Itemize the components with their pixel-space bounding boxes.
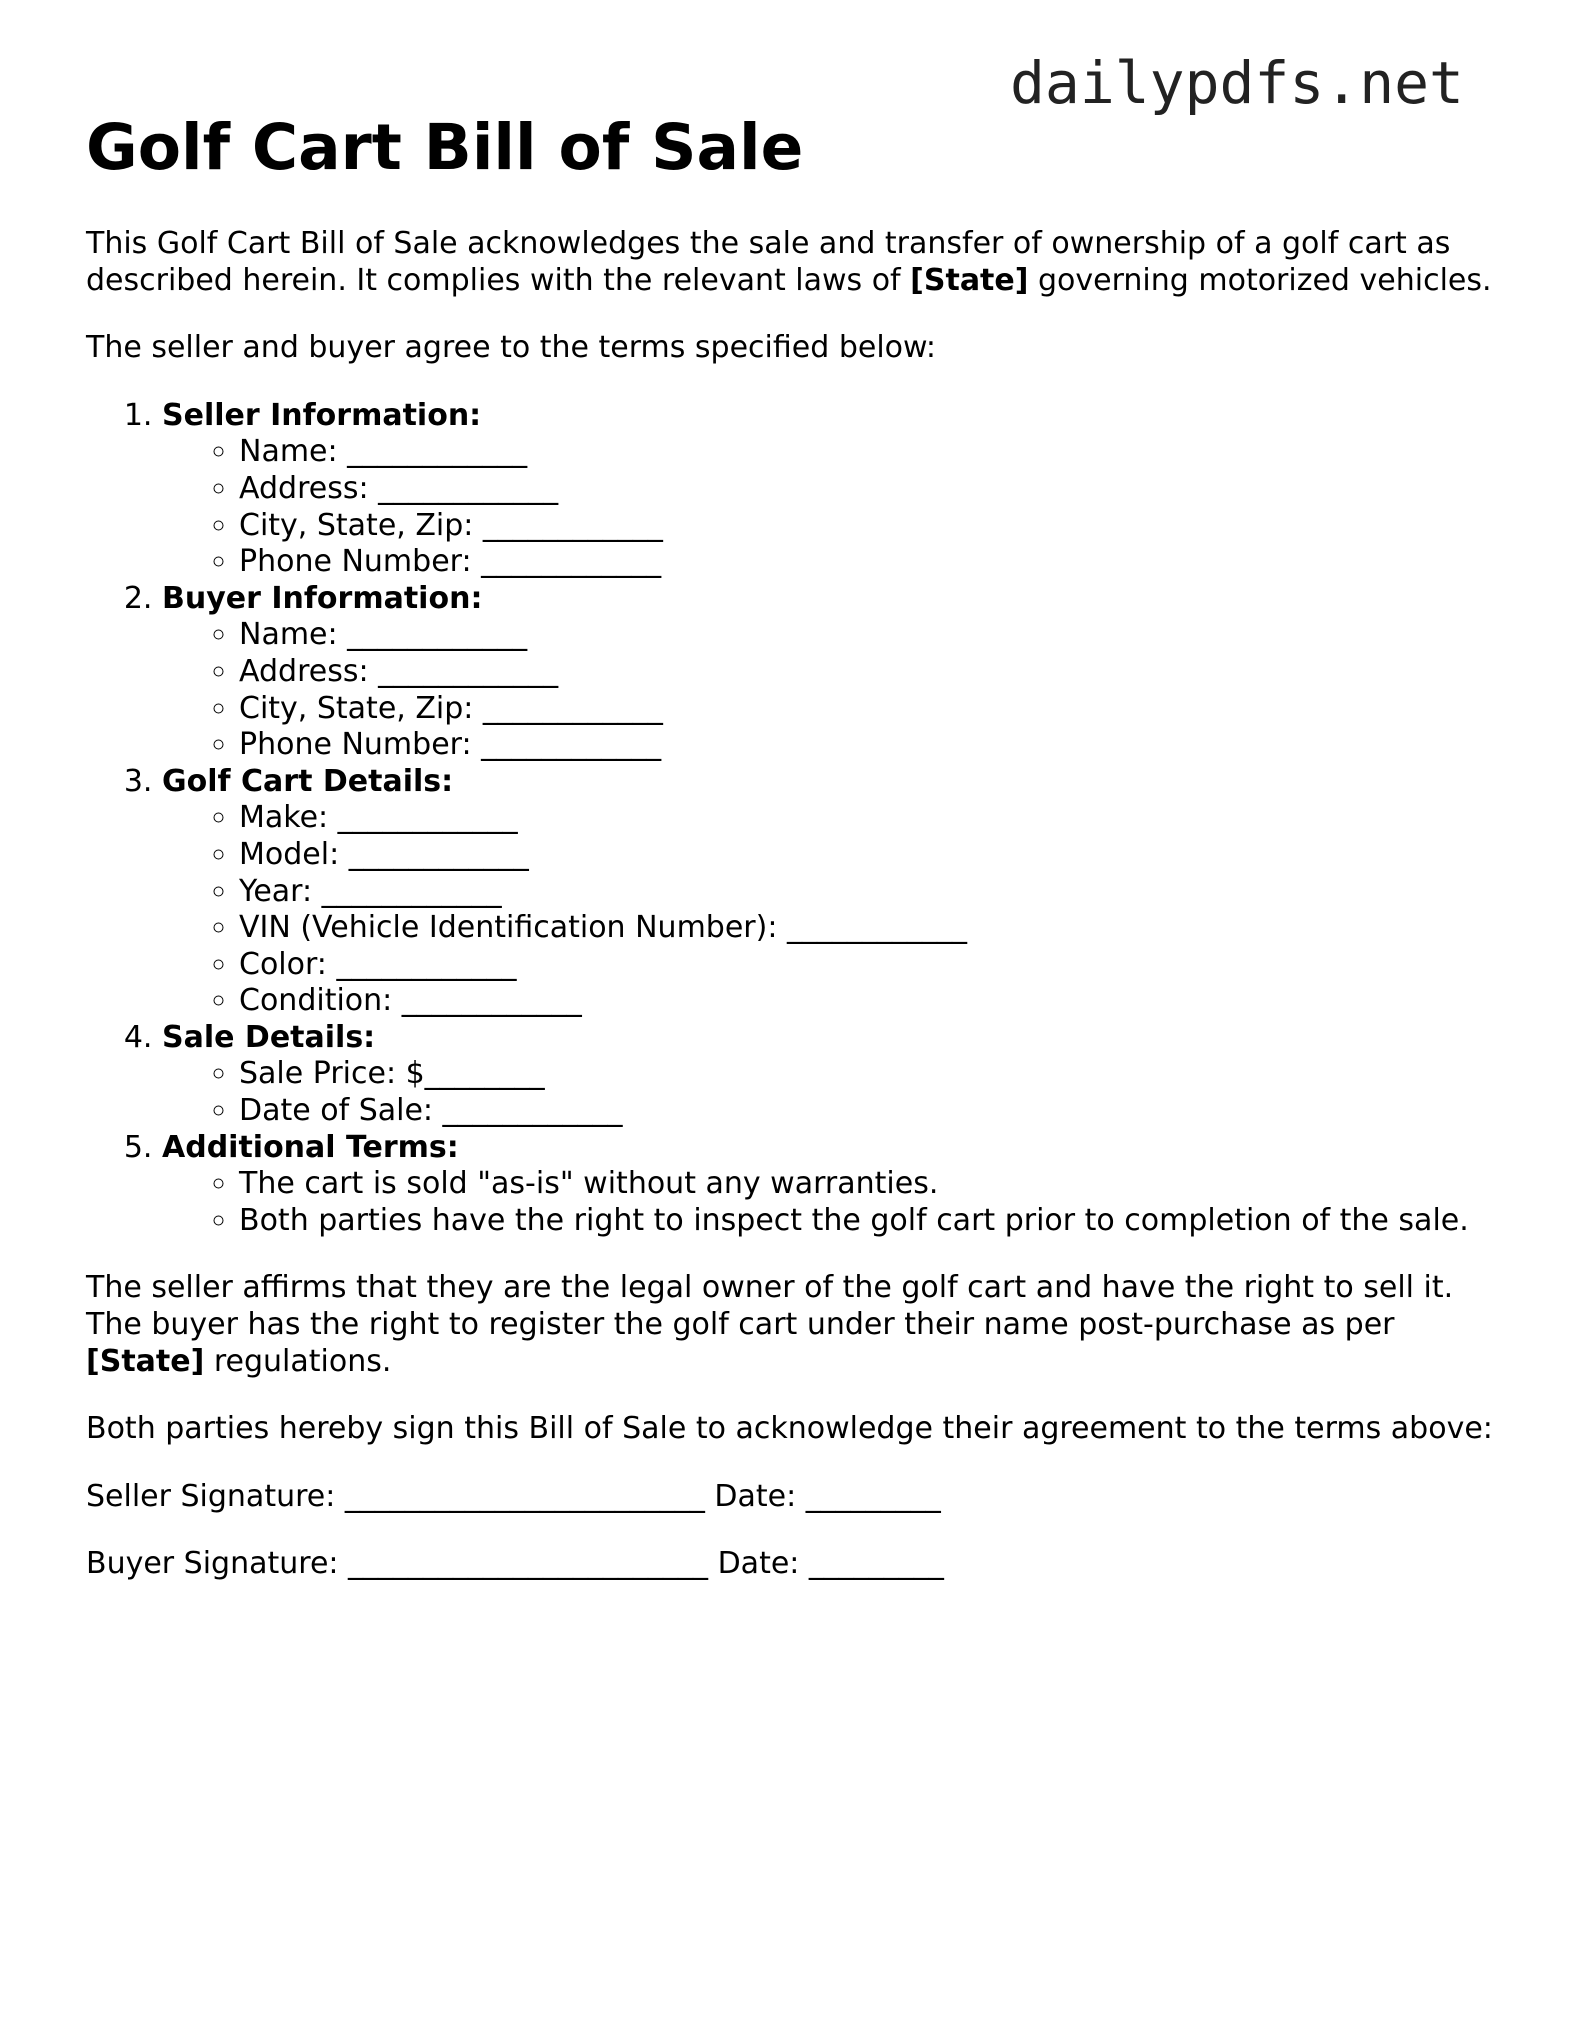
section-heading: Buyer Information: <box>162 580 483 616</box>
section-heading: Golf Cart Details: <box>162 763 454 799</box>
section-buyer <box>162 581 1506 764</box>
inspection-term: ◦ Both parties have the right to inspect the golf cart prior to completion of the sale. <box>239 1203 1506 1240</box>
terms-list <box>86 398 1506 1240</box>
watermark: dailypdfs.net <box>1010 49 1464 117</box>
seller-fields <box>162 434 1506 580</box>
cart-fields <box>162 800 1506 1020</box>
sale-price-field: ◦ Sale Price: $________ <box>239 1056 1506 1093</box>
cart-condition-field: ◦ Condition: ____________ <box>239 983 1506 1020</box>
seller-phone-field: ◦ Phone Number: ____________ <box>239 544 1506 581</box>
page-title: Golf Cart Bill of Sale <box>86 111 804 184</box>
state-placeholder: [State] <box>910 262 1029 298</box>
document-body <box>86 226 1506 1614</box>
seller-signature-line: Seller Signature: ________________________ Date: _________ <box>86 1478 941 1514</box>
section-heading: Seller Information: <box>162 397 482 433</box>
cart-year-field: ◦ Year: ____________ <box>239 874 1506 911</box>
sale-fields <box>162 1056 1506 1129</box>
section-seller <box>162 398 1506 581</box>
section-sale-details <box>162 1020 1506 1130</box>
seller-address-field: ◦ Address: ____________ <box>239 471 1506 508</box>
buyer-signature-line: Buyer Signature: ________________________ Date: _________ <box>86 1546 944 1582</box>
sign-paragraph: Both parties hereby sign this Bill of Sale to acknowledge their agreement to the terms above: <box>86 1411 1493 1447</box>
state-placeholder: [State] <box>86 1343 205 1379</box>
affirm-text-end: regulations. <box>204 1343 392 1379</box>
section-heading: Additional Terms: <box>162 1129 459 1165</box>
seller-name-field: ◦ Name: ____________ <box>239 434 1506 471</box>
cart-make-field: ◦ Make: ____________ <box>239 800 1506 837</box>
sale-date-field: ◦ Date of Sale: ____________ <box>239 1093 1506 1130</box>
affirm-text: The seller affirms that they are the legal owner of the golf cart and have the right to sell it. The buyer has the right to register the golf cart under their name post-purchase as per <box>86 1270 1454 1343</box>
intro-text-end: governing motorized vehicles. <box>1028 262 1492 298</box>
cart-vin-field: ◦ VIN (Vehicle Identification Number): ____________ <box>239 910 1506 947</box>
buyer-address-field: ◦ Address: ____________ <box>239 654 1506 691</box>
cart-model-field: ◦ Model: ____________ <box>239 837 1506 874</box>
seller-city-field: ◦ City, State, Zip: ____________ <box>239 508 1506 545</box>
buyer-fields <box>162 617 1506 763</box>
section-cart-details <box>162 764 1506 1020</box>
buyer-city-field: ◦ City, State, Zip: ____________ <box>239 691 1506 728</box>
buyer-phone-field: ◦ Phone Number: ____________ <box>239 727 1506 764</box>
as-is-term: ◦ The cart is sold "as-is" without any warranties. <box>239 1166 1506 1203</box>
intro-paragraph <box>86 226 1496 299</box>
affirm-paragraph <box>86 1270 1506 1380</box>
additional-terms <box>162 1166 1506 1239</box>
agree-paragraph: The seller and buyer agree to the terms specified below: <box>86 330 937 366</box>
cart-color-field: ◦ Color: ____________ <box>239 947 1506 984</box>
section-additional-terms <box>162 1130 1506 1240</box>
intro-text: This Golf Cart Bill of Sale acknowledges the sale and transfer of ownership of a golf cart as described herein. It complies with the relevant laws of <box>86 226 1451 298</box>
buyer-name-field: ◦ Name: ____________ <box>239 617 1506 654</box>
section-heading: Sale Details: <box>162 1019 376 1055</box>
